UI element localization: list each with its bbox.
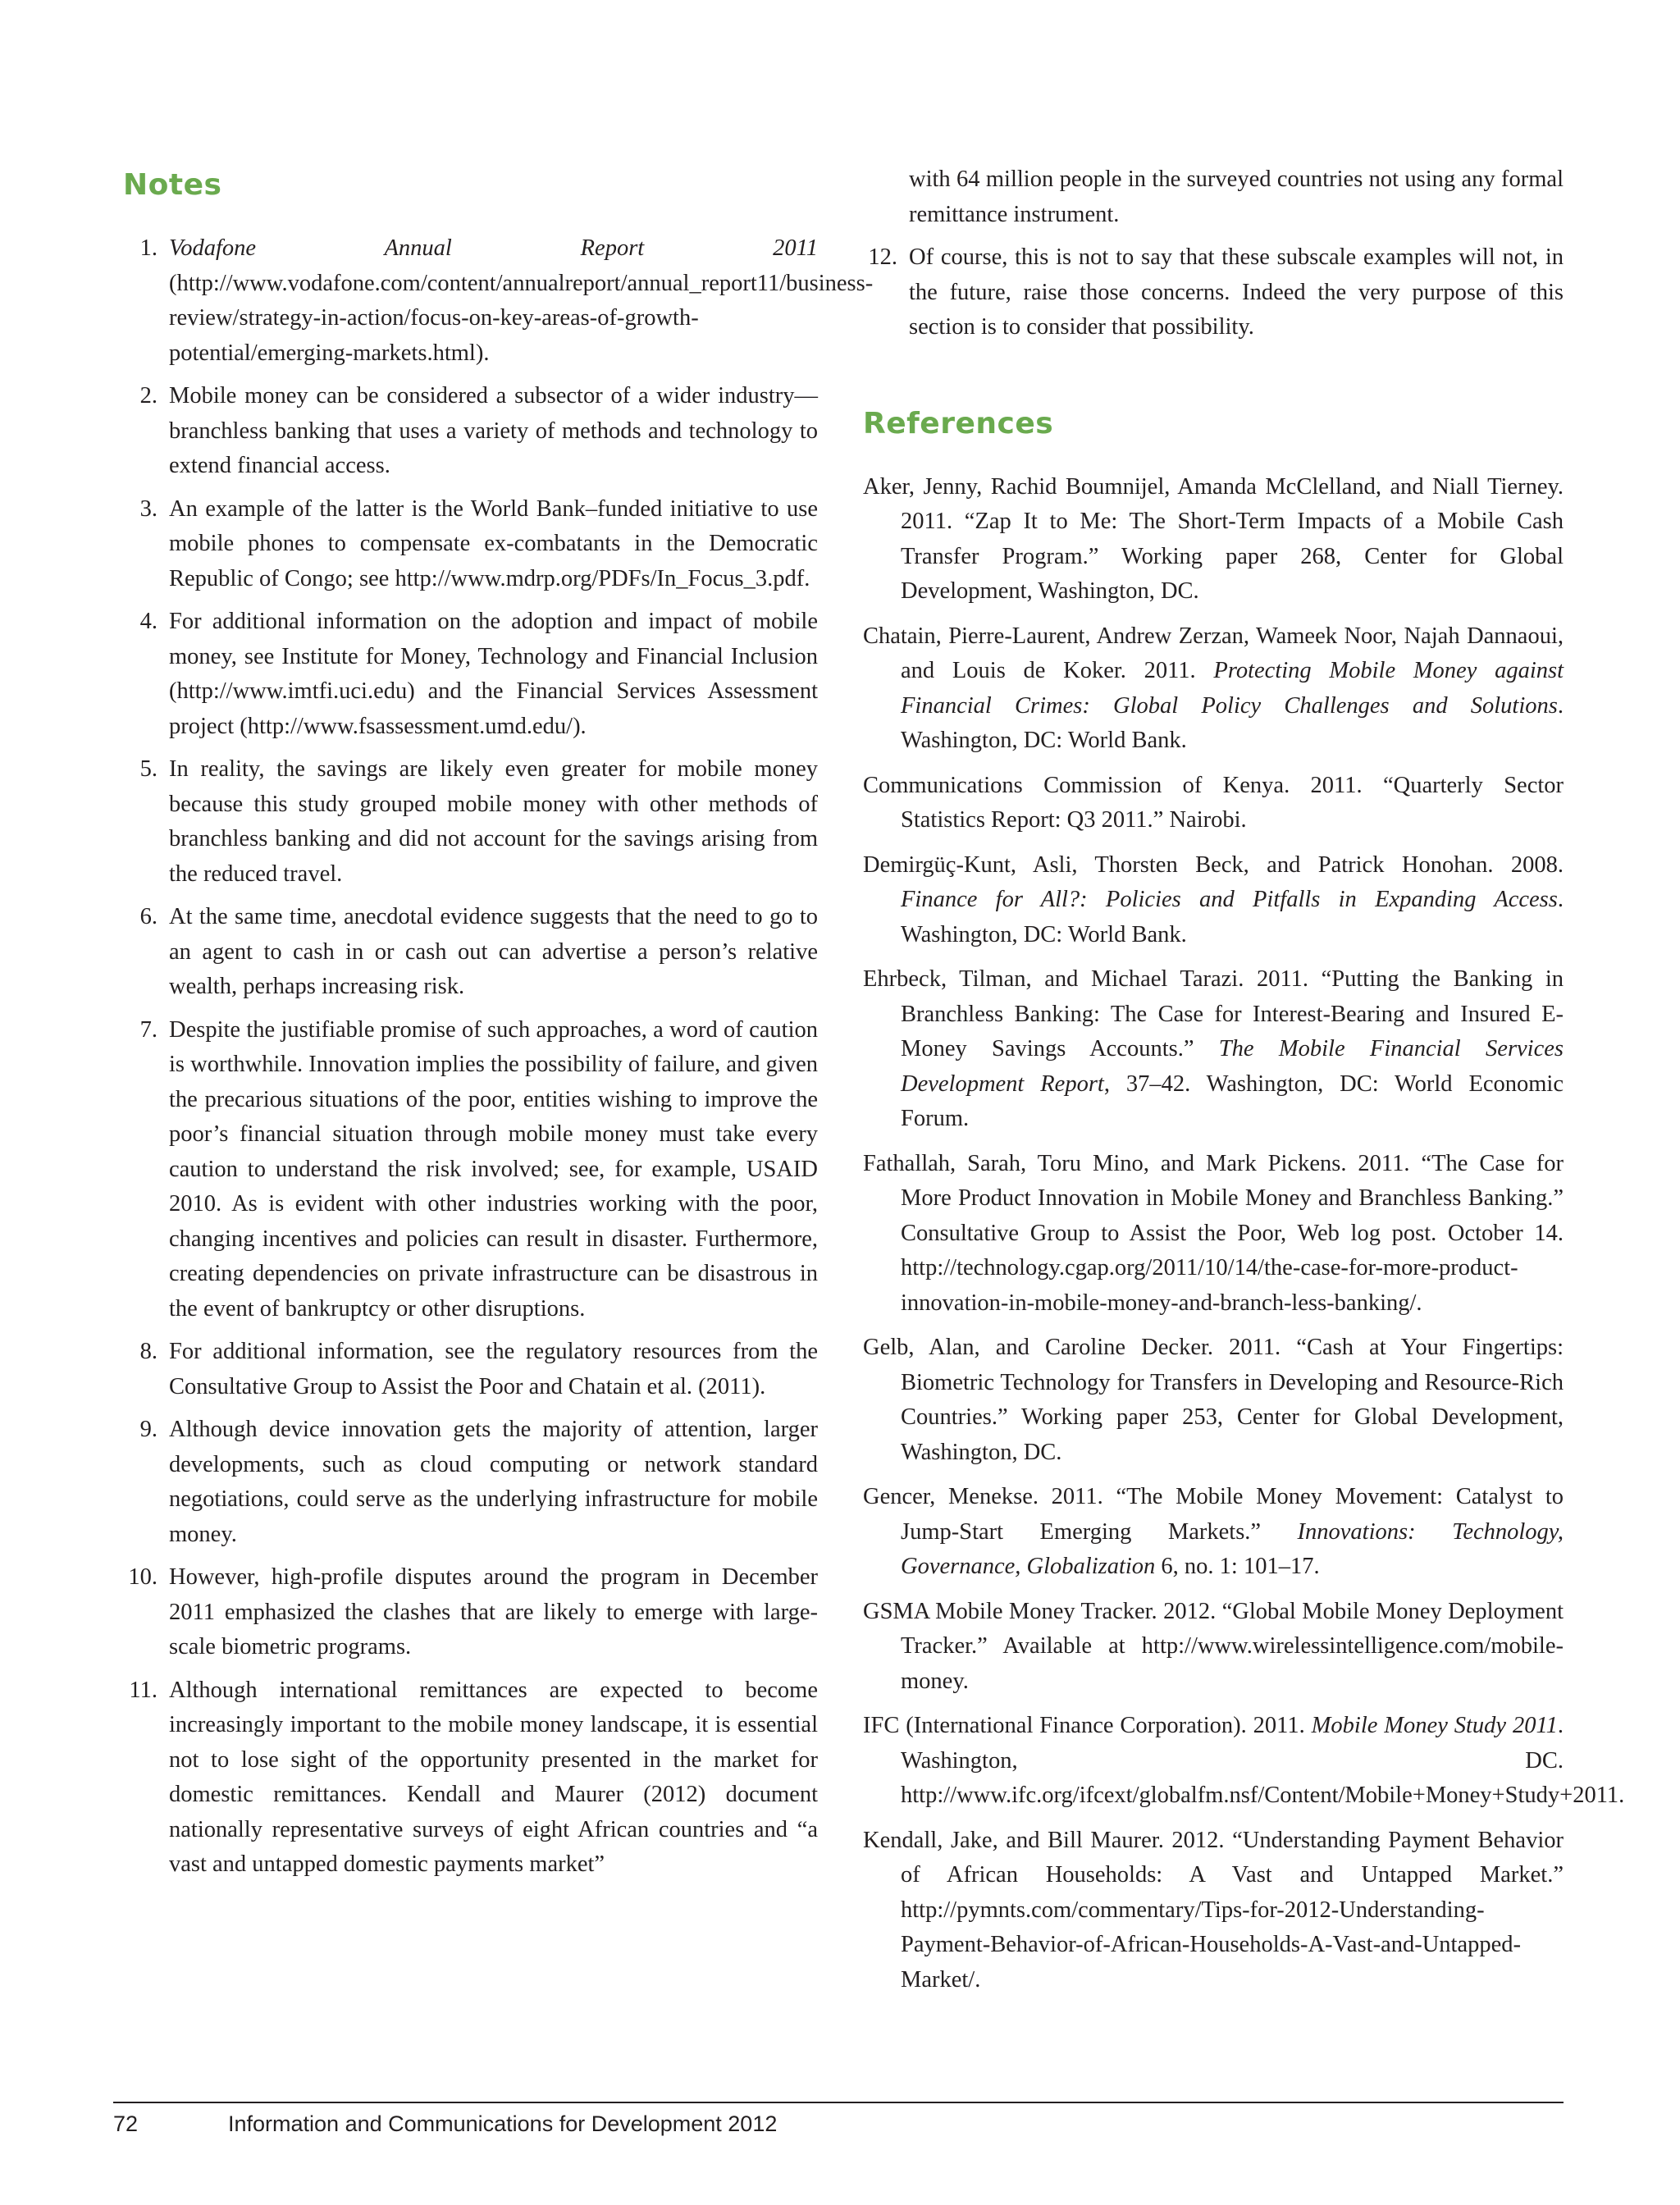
notes-list bbox=[123, 231, 874, 1883]
reference-text: Fathallah, Sarah, Toru Mino, and Mark Pickens. 2011. “The Case for More Product Innovation in Mobile Money and Branchless Banking.” Consultative Group to Assist the Poor, Web log post. October 14. http://technology.cgap.org/2011/10/14/the-case-for-more-product-innovation-in-mobile-money-and-branch-less-banking/. bbox=[863, 1150, 1564, 1316]
note-text: Of course, this is not to say that these subscale examples will not, in the future, raise those concerns. Indeed the very purpose of this section is to consider that possibility. bbox=[909, 244, 1564, 340]
reference-item bbox=[863, 1709, 1625, 1814]
reference-text: Gencer, Menekse. 2011. “The Mobile Money Movement: Catalyst to Jump-Start Emerging Markets.” bbox=[863, 1484, 1564, 1545]
references-list bbox=[863, 470, 1625, 1998]
reference-text: Gelb, Alan, and Caroline Decker. 2011. “Cash at Your Fingertips: Biometric Technology for Transfers in Developing and Resource-Rich Countries.” Working paper 253, Center for Global Development, Washington, DC. bbox=[863, 1335, 1564, 1465]
reference-text: Ehrbeck, Tilman, and Michael Tarazi. 2011. “Putting the Banking in Branchless Banking: The Case for Interest-Bearing and Insured E-Money Savings Accounts.” bbox=[863, 966, 1564, 1061]
note-number: 9. bbox=[139, 1417, 158, 1442]
note-number: 3. bbox=[139, 495, 158, 522]
note-number: 6. bbox=[139, 904, 158, 929]
reference-title: The Mobile Financial Services Development Report bbox=[901, 1036, 1564, 1097]
reference-item bbox=[863, 1331, 1564, 1470]
reference-text-tail: 6, no. 1: 101–17. bbox=[1155, 1554, 1320, 1579]
reference-title: Protecting Mobile Money against Financial Crimes: Global Policy Challenges and Solutions bbox=[901, 658, 1564, 719]
reference-item bbox=[863, 1147, 1564, 1322]
note-number: 12. bbox=[868, 244, 897, 270]
note-2 bbox=[123, 379, 818, 484]
note-12 bbox=[863, 240, 1564, 345]
note-10 bbox=[123, 1560, 818, 1665]
note-text: An example of the latter is the World Bank–funded initiative to use mobile phones to compensate ex-combatants in the Democratic Republic of Congo; see http://www.mdrp.org/PDFs/In_Focus_3.pdf. bbox=[169, 495, 818, 591]
reference-item bbox=[863, 769, 1564, 838]
note-number: 8. bbox=[139, 1339, 158, 1364]
note-text: Despite the justifiable promise of such approaches, a word of caution is worthwhile. Innovation implies the possibility of failure, and given the precarious situations of the poor, entities wishing to improve the poor’s financial situation through mobile money must take every caution to understand the risk involved; see, for example, USAID 2010. As is evident with other industries working with the poor, changing incentives and policies can result in disaster. Furthermore, creating dependencies on private infrastructure can be disastrous in the event of bankruptcy or other disruptions. bbox=[169, 1016, 818, 1322]
note-number: 4. bbox=[139, 609, 158, 634]
reference-title: Finance for All?: Policies and Pitfalls in Expanding Access bbox=[901, 887, 1558, 912]
note-9 bbox=[123, 1413, 818, 1552]
reference-text: Communications Commission of Kenya. 2011. “Quarterly Sector Statistics Report: Q3 2011.” Nairobi. bbox=[863, 772, 1564, 833]
note-italic-title: Vodafone Annual Report 2011 bbox=[169, 235, 818, 261]
reference-text: GSMA Mobile Money Tracker. 2012. “Global Mobile Money Deployment Tracker.” Available at http://www.wirelessintelligence.com/mobile-money. bbox=[863, 1598, 1564, 1694]
reference-text: Chatain, Pierre-Laurent, Andrew Zerzan, Wameek Noor, Najah Dannaoui, and Louis de Koker. 2011. bbox=[863, 623, 1564, 683]
note-text: Although device innovation gets the majority of attention, larger developments, such as cloud computing or network standard negotiations, could serve as the underlying infrastructure for mobile money. bbox=[169, 1417, 818, 1547]
reference-item bbox=[863, 1824, 1564, 1998]
note-11 bbox=[123, 1673, 818, 1883]
note-number: 5. bbox=[139, 756, 158, 782]
notes-heading: Notes bbox=[123, 168, 222, 202]
note-number: 2. bbox=[139, 383, 158, 409]
note-text: (http://www.vodafone.com/content/annualreport/annual_report11/business-review/strategy-in-action/focus-on-key-areas-of-growth-potential/emerging-markets.html). bbox=[169, 270, 874, 366]
note-6 bbox=[123, 900, 818, 1005]
note-number: 10. bbox=[128, 1564, 158, 1590]
note-8 bbox=[123, 1335, 818, 1404]
reference-item bbox=[863, 848, 1564, 953]
note-number: 11. bbox=[129, 1677, 158, 1703]
reference-text-tail: , 37–42. Washington, DC: World Economic Forum. bbox=[901, 1071, 1564, 1131]
reference-title: Mobile Money Study 2011 bbox=[1311, 1713, 1558, 1738]
footer-title: Information and Communications for Development 2012 bbox=[228, 2111, 778, 2136]
note-text: Although international remittances are expected to become increasingly important to the mobile money landscape, it is essential not to lose sight of the opportunity presented in the market for domestic remittances. Kendall and Maurer (2012) document nationally representative surveys of eight African countries and “a vast and untapped domestic payments market” bbox=[169, 1677, 818, 1877]
page-footer bbox=[113, 2111, 777, 2137]
left-column bbox=[123, 162, 874, 1891]
reference-title: Innovations: Technology, Governance, Globalization bbox=[901, 1518, 1564, 1579]
note-text: For additional information on the adoption and impact of mobile money, see Institute for Money, Technology and Financial Inclusion (http://www.imtfi.uci.edu) and the Financial Services Assessment project (http://www.fsassessment.umd.edu/). bbox=[169, 609, 818, 739]
note-7 bbox=[123, 1013, 818, 1327]
reference-text: Demirgüç-Kunt, Asli, Thorsten Beck, and Patrick Honohan. 2008. bbox=[863, 851, 1564, 878]
reference-item bbox=[863, 619, 1564, 759]
reference-text-tail: . Washington, DC: World Bank. bbox=[901, 887, 1564, 947]
footer-divider bbox=[113, 2102, 1564, 2103]
page-number: 72 bbox=[113, 2111, 139, 2136]
right-column bbox=[863, 162, 1625, 2007]
note-1 bbox=[123, 231, 874, 371]
note-text: At the same time, anecdotal evidence suggests that the need to go to an agent to cash in or cash out can advertise a person’s relative wealth, perhaps increasing risk. bbox=[169, 904, 818, 999]
note-number: 7. bbox=[139, 1016, 158, 1043]
reference-text-tail: . Washington, DC. http://www.ifc.org/ifcext/globalfm.nsf/Content/Mobile+Money+Study+2011. bbox=[901, 1713, 1625, 1808]
note-text: However, high-profile disputes around the program in December 2011 emphasized the clashes that are likely to emerge with large-scale biometric programs. bbox=[169, 1564, 818, 1659]
note-text: In reality, the savings are likely even greater for mobile money because this study grouped mobile money with other methods of branchless banking and did not account for the savings arising from the reduced travel. bbox=[169, 756, 818, 887]
reference-text: IFC (International Finance Corporation). 2011. bbox=[863, 1713, 1312, 1738]
note-4 bbox=[123, 605, 818, 744]
reference-text: Kendall, Jake, and Bill Maurer. 2012. “Understanding Payment Behavior of African Households: A Vast and Untapped Market.” http://pymnts.com/commentary/Tips-for-2012-Understanding-Payment-Behavior-of-African-Households-A-Vast-and-Untapped-Market/. bbox=[863, 1827, 1564, 1993]
note-3 bbox=[123, 492, 818, 597]
note-11-continued: with 64 million people in the surveyed countries not using any formal remittance instrument. bbox=[909, 167, 1564, 227]
note-text: Mobile money can be considered a subsector of a wider industry—branchless banking that uses a variety of methods and technology to extend financial access. bbox=[169, 383, 818, 478]
references-heading: References bbox=[863, 406, 1054, 441]
note-5 bbox=[123, 752, 818, 892]
reference-item bbox=[863, 1595, 1564, 1700]
reference-text-tail: . Washington, DC: World Bank. bbox=[901, 692, 1564, 753]
reference-text: Aker, Jenny, Rachid Boumnijel, Amanda McClelland, and Niall Tierney. 2011. “Zap It to Me: The Short-Term Impacts of a Mobile Cash Transfer Program.” Working paper 268, Center for Global Development, Washington, DC. bbox=[863, 473, 1564, 604]
reference-item bbox=[863, 962, 1564, 1137]
reference-item bbox=[863, 470, 1564, 609]
note-number: 1. bbox=[139, 235, 158, 261]
reference-item bbox=[863, 1480, 1564, 1585]
note-text: For additional information, see the regulatory resources from the Consultative Group to Assist the Poor and Chatain et al. (2011). bbox=[169, 1339, 818, 1399]
